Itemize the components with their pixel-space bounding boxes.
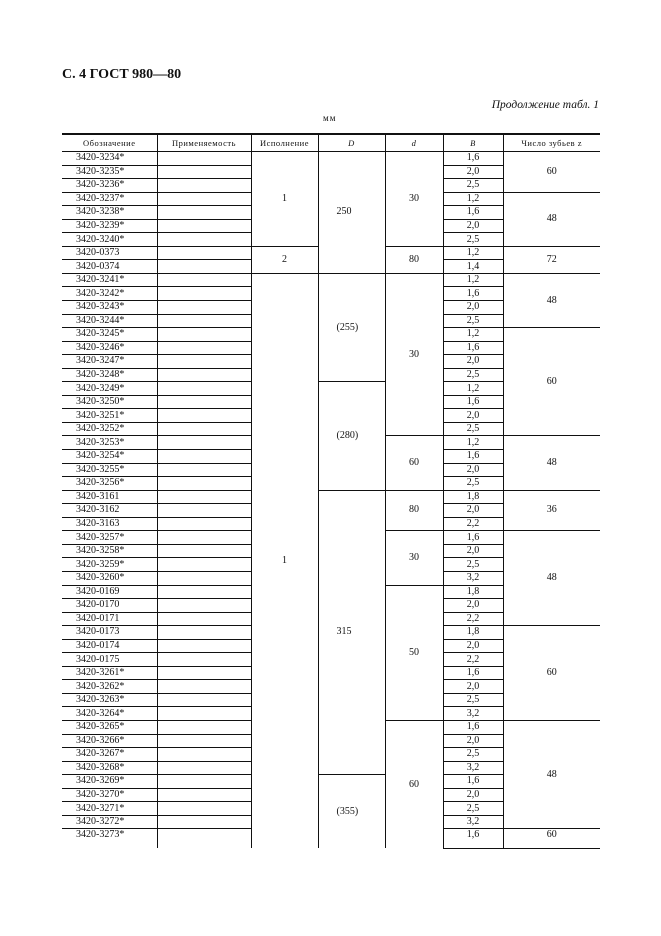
d-cell: 50 [385,585,443,720]
applicability-cell [157,748,251,762]
designation-cell: 3420-3242* [62,287,157,301]
d-cell: 30 [385,273,443,436]
applicability-cell [157,382,251,396]
applicability-cell [157,355,251,369]
applicability-cell [157,585,251,599]
applicability-cell [157,463,251,477]
B-cell: 2,0 [443,788,503,802]
B-cell: 2,5 [443,477,503,491]
B-cell: 3,2 [443,761,503,775]
B-cell: 2,5 [443,748,503,762]
designation-cell: 3420-3249* [62,382,157,396]
B-cell: 1,2 [443,273,503,287]
B-cell: 2,5 [443,368,503,382]
designation-cell: 3420-3243* [62,301,157,315]
table-row [62,273,600,287]
B-cell: 2,5 [443,233,503,247]
designation-cell: 3420-3237* [62,192,157,206]
designation-cell: 3420-3234* [62,152,157,166]
designation-cell: 3420-3161 [62,490,157,504]
applicability-cell [157,409,251,423]
B-cell: 1,2 [443,192,503,206]
designation-cell: 3420-3270* [62,788,157,802]
applicability-cell [157,571,251,585]
designation-cell: 3420-3273* [76,829,125,841]
teeth-cell: 72 [503,246,600,273]
table-row [62,152,600,166]
page-header: С. 4 ГОСТ 980—80 [62,67,182,82]
designation-cell: 3420-3238* [62,206,157,220]
B-cell: 3,2 [443,707,503,721]
designation-cell: 3420-3235* [62,165,157,179]
B-cell: 2,0 [443,544,503,558]
B-cell: 2,2 [443,653,503,667]
B-cell: 1,6 [443,666,503,680]
B-cell: 2,0 [443,301,503,315]
applicability-cell [157,707,251,721]
d-cell: 30 [385,531,443,585]
designation-cell: 3420-3252* [62,422,157,436]
version-cell: 2 [251,246,318,273]
designation-cell: 3420-3240* [62,233,157,247]
B-cell: 2,0 [443,504,503,518]
teeth-cell: 48 [503,720,600,828]
designation-cell: 3420-3250* [62,395,157,409]
designation-cell: 3420-3244* [62,314,157,328]
applicability-cell [157,599,251,613]
teeth-cell: 60 [503,328,600,436]
designation-cell: 3420-3264* [62,707,157,721]
col-version: Исполнение [251,134,318,152]
applicability-cell [157,829,251,849]
designation-cell: 3420-0173 [62,626,157,640]
designation-cell: 3420-3241* [62,273,157,287]
designation-cell: 3420-3271* [62,802,157,816]
applicability-cell [157,165,251,179]
designation-cell: 3420-3253* [62,436,157,450]
B-cell: 2,5 [443,314,503,328]
version-cell: 1 [251,152,318,247]
gear-cutter-table [62,133,600,849]
table-continuation-label: Продолжение табл. 1 [491,99,599,111]
B-cell: 1,6 [443,775,503,789]
teeth-cell: 48 [503,436,600,490]
applicability-cell [157,558,251,572]
col-d: d [385,134,443,152]
designation-cell: 3420-3248* [62,368,157,382]
B-cell: 1,6 [443,720,503,734]
designation-cell: 3420-0174 [62,639,157,653]
d-cell: 60 [385,436,443,490]
applicability-cell [157,341,251,355]
d-cell: 80 [385,246,443,273]
col-teeth: Число зубьев z [503,134,600,152]
applicability-cell [157,219,251,233]
B-cell: 2,0 [443,463,503,477]
designation-cell: 3420-3257* [62,531,157,545]
applicability-cell [157,395,251,409]
applicability-cell [157,490,251,504]
B-cell: 1,8 [443,585,503,599]
applicability-cell [157,287,251,301]
B-cell: 1,6 [443,531,503,545]
designation-cell: 3420-3263* [62,693,157,707]
table-header-row [62,134,600,152]
B-cell: 3,2 [443,571,503,585]
B-cell: 1,8 [443,490,503,504]
table-row [62,490,600,504]
designation-cell: 3420-3239* [62,219,157,233]
designation-cell: 3420-3256* [62,477,157,491]
applicability-cell [157,775,251,789]
designation-cell: 3420-0170 [62,599,157,613]
applicability-cell [157,436,251,450]
col-D: D [318,134,385,152]
B-cell: 2,5 [443,558,503,572]
applicability-cell [157,639,251,653]
d-cell: 80 [385,490,443,531]
B-cell: 2,0 [443,680,503,694]
teeth-cell: 60 [503,152,600,193]
applicability-cell [157,815,251,829]
applicability-cell [157,273,251,287]
applicability-cell [157,720,251,734]
B-cell: 1,6 [443,341,503,355]
designation-cell: 3420-3272* [62,815,157,829]
designation-cell: 3420-3258* [62,544,157,558]
teeth-cell: 48 [503,273,600,327]
B-cell: 2,0 [443,165,503,179]
B-cell: 2,0 [443,219,503,233]
designation-cell: 3420-0169 [62,585,157,599]
B-cell: 1,6 [443,206,503,220]
B-cell: 1,6 [443,287,503,301]
designation-cell: 3420-3162 [62,504,157,518]
version-cell: 1 [251,273,318,848]
designation-cell: 3420-3163 [62,517,157,531]
designation-cell: 3420-3254* [62,450,157,464]
designation-cell: 3420-3261* [62,666,157,680]
applicability-cell [157,504,251,518]
applicability-cell [157,680,251,694]
applicability-cell [157,734,251,748]
D-cell: (255) [318,273,385,381]
teeth-cell: 48 [503,531,600,626]
B-cell: 2,0 [443,734,503,748]
B-cell: 2,0 [443,639,503,653]
applicability-cell [157,517,251,531]
units-label: мм [323,113,337,123]
designation-cell: 3420-3269* [62,775,157,789]
designation-cell: 3420-3259* [62,558,157,572]
B-cell: 2,5 [443,179,503,193]
B-cell: 1,4 [443,260,503,274]
designation-cell: 3420-3246* [62,341,157,355]
B-cell: 2,0 [443,355,503,369]
B-cell: 1,2 [443,382,503,396]
designation-cell: 3420-0373 [62,246,157,260]
applicability-cell [157,612,251,626]
designation-cell: 3420-3236* [62,179,157,193]
applicability-cell [157,653,251,667]
designation-cell: 3420-3262* [62,680,157,694]
B-cell: 1,8 [443,626,503,640]
B-cell: 2,5 [443,693,503,707]
designation-cell: 3420-3255* [62,463,157,477]
applicability-cell [157,666,251,680]
col-designation: Обозначение [62,134,157,152]
designation-cell: 3420-3268* [62,761,157,775]
applicability-cell [157,246,251,260]
applicability-cell [157,802,251,816]
designation-cell: 3420-0374 [62,260,157,274]
applicability-cell [157,477,251,491]
applicability-cell [157,761,251,775]
designation-cell: 3420-3265* [62,720,157,734]
d-cell: 60 [385,720,443,848]
designation-cell: 3420-3267* [62,748,157,762]
designation-cell: 3420-0171 [62,612,157,626]
teeth-cell: 60 [503,829,600,849]
teeth-cell: 60 [503,626,600,721]
designation-cell: 3420-3266* [62,734,157,748]
applicability-cell [157,179,251,193]
B-cell: 2,5 [443,422,503,436]
designation-cell: 3420-3251* [62,409,157,423]
B-cell: 1,2 [443,328,503,342]
applicability-cell [157,626,251,640]
applicability-cell [157,233,251,247]
B-cell: 3,2 [443,815,503,829]
applicability-cell [157,450,251,464]
applicability-cell [157,206,251,220]
B-cell: 2,2 [443,517,503,531]
teeth-cell: 48 [503,192,600,246]
col-B: B [443,134,503,152]
applicability-cell [157,531,251,545]
applicability-cell [157,260,251,274]
applicability-cell [157,422,251,436]
B-cell: 2,0 [443,599,503,613]
d-cell: 30 [385,152,443,247]
B-cell: 1,2 [443,246,503,260]
D-cell: 250 [318,152,385,274]
D-cell: (355) [318,775,385,849]
designation-cell: 3420-3260* [62,571,157,585]
applicability-cell [157,693,251,707]
applicability-cell [157,314,251,328]
designation-cell: 3420-0175 [62,653,157,667]
D-cell: (280) [318,382,385,490]
B-cell: 1,6 [443,450,503,464]
designation-cell: 3420-3247* [62,355,157,369]
D-cell: 315 [318,490,385,774]
applicability-cell [157,328,251,342]
B-cell: 2,5 [443,802,503,816]
B-cell: 1,6 [443,829,503,849]
B-cell: 1,6 [443,395,503,409]
applicability-cell [157,788,251,802]
col-applicability: Применяемость [157,134,251,152]
teeth-cell: 36 [503,490,600,531]
applicability-cell [157,192,251,206]
B-cell: 1,2 [443,436,503,450]
applicability-cell [157,152,251,166]
applicability-cell [157,368,251,382]
B-cell: 2,0 [443,409,503,423]
B-cell: 1,6 [443,152,503,166]
applicability-cell [157,544,251,558]
applicability-cell [157,301,251,315]
B-cell: 2,2 [443,612,503,626]
designation-cell: 3420-3245* [62,328,157,342]
